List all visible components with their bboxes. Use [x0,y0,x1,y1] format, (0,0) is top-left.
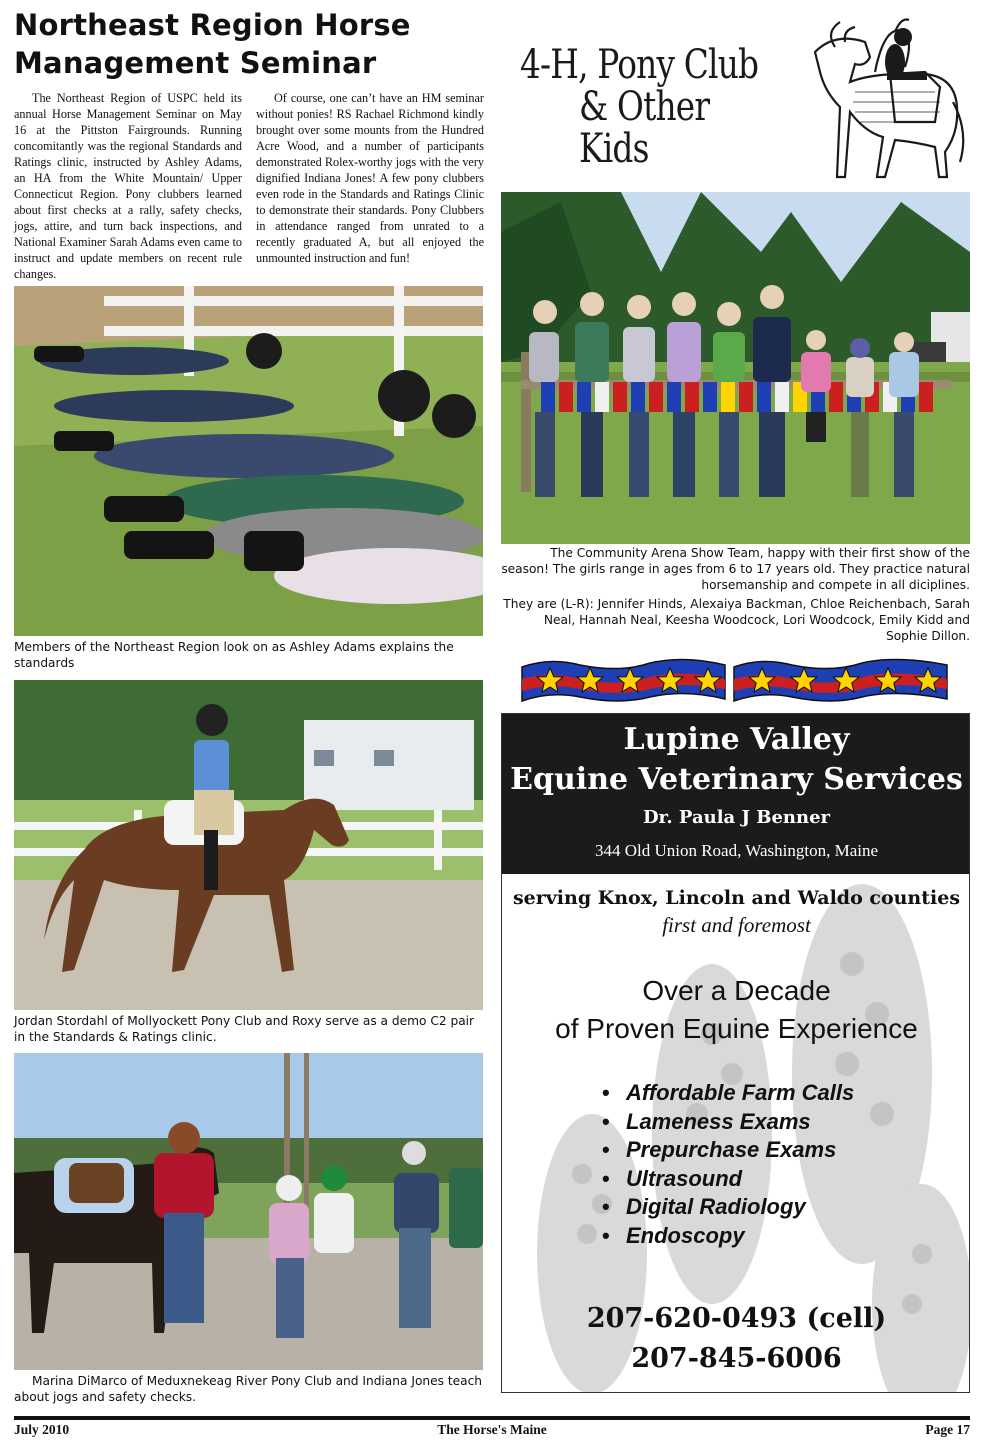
photo-members-lying [14,286,483,636]
article-column-1 [14,90,242,282]
doctor-name: Dr. Paula J Benner [642,807,831,828]
footer-rule [14,1416,970,1420]
article-headline: Northeast Region Horse Management Seminar [14,8,411,80]
ad-tagline: first and foremost [662,913,811,937]
service-item: • Lameness Exams [602,1108,942,1137]
caption-jordan: Jordan Stordahl of Mollyockett Pony Club and Roxy serve as a demo C2 pair in the Standards & Ratings clinic. [14,1014,475,1044]
service-area: serving Knox, Lincoln and Waldo counties [512,887,961,909]
photo-marina-indiana [14,1053,483,1370]
page-number: Page 17 [925,1422,970,1437]
phone-numbers [502,1299,970,1379]
photo-jordan-roxy [14,680,483,1010]
masthead-line-2: & Other Kids [579,84,710,172]
service-item: • Endoscopy [602,1222,942,1251]
phone-office: 207-845-6006 [631,1343,842,1374]
business-address: 344 Old Union Road, Washington, Maine [594,841,879,860]
caption-members: Members of the Northeast Region look on as Ashley Adams explains the standards [14,640,454,670]
business-name: Lupine Valley Equine Veterinary Services [510,722,963,797]
caption-show-team: The Community Arena Show Team, happy with their first show of the season! The girls range in ages from 6 to 17 years old. They practice natural horsemanship and compete in all diciplines. [501,546,970,592]
services-list [602,1079,942,1251]
experience-statement: Over a Decade of Proven Equine Experience [555,975,918,1044]
article-column-2 [256,90,484,266]
service-item: • Affordable Farm Calls [602,1079,942,1108]
masthead-line-1: 4-H, Pony Club [520,42,759,88]
caption-show-team-names: They are (L-R): Jennifer Hinds, Alexaiya Backman, Chloe Reichenbach, Sarah Neal, Hannah Neal, Keesha Woodcock, Lori Woodcock, Emily Kidd and Sophie Dillon. [503,597,970,643]
service-item: • Digital Radiology [602,1193,942,1222]
article-paragraph-2: Of course, one can’t have an HM seminar without ponies! RS Rachael Richmond kindly brought over some mounts from the Hundred Acre Wood, and a number of participants demonstrated Rolex-worthy jogs with the very dignified Indiana Jones! A few pony clubbers even rode in the Standards and Ratings Clinic to demonstrate their standards. Pony Clubbers in attendance ranged from unrated to a recently graduated A, but all enjoyed the unmounted instruction and fun! [256,91,484,265]
ad-header [502,714,970,874]
section-masthead [520,44,820,170]
article-paragraph-1: The Northeast Region of USPC held its annual Horse Management Seminar on May 16 at the Pittston Fairgrounds. Running concomitantly was the regional Standards and Ratings clinic, instructed by Ashley Adams, an HA from the White Mountain/ Upper Connecticut Region. Pony clubbers learned about first checks at a rally, safety checks, jogs, attire, and turn back inspections, and National Examiner Sarah Adams even came to instruct and update members on recent rule changes. [14,91,242,281]
vet-advertisement [501,713,970,1393]
publication-name: The Horse's Maine [437,1422,547,1437]
star-banner-icon [520,655,950,707]
horse-sketch-icon [795,12,970,182]
issue-date: July 2010 [14,1422,70,1437]
page-footer [14,1422,970,1440]
phone-cell: 207-620-0493 (cell) [586,1303,887,1334]
service-item: • Prepurchase Exams [602,1136,942,1165]
caption-marina: Marina DiMarco of Meduxnekeag River Pony Club and Indiana Jones teach about jogs and safety checks. [14,1374,483,1404]
photo-show-team [501,192,970,544]
service-item: • Ultrasound [602,1165,942,1194]
